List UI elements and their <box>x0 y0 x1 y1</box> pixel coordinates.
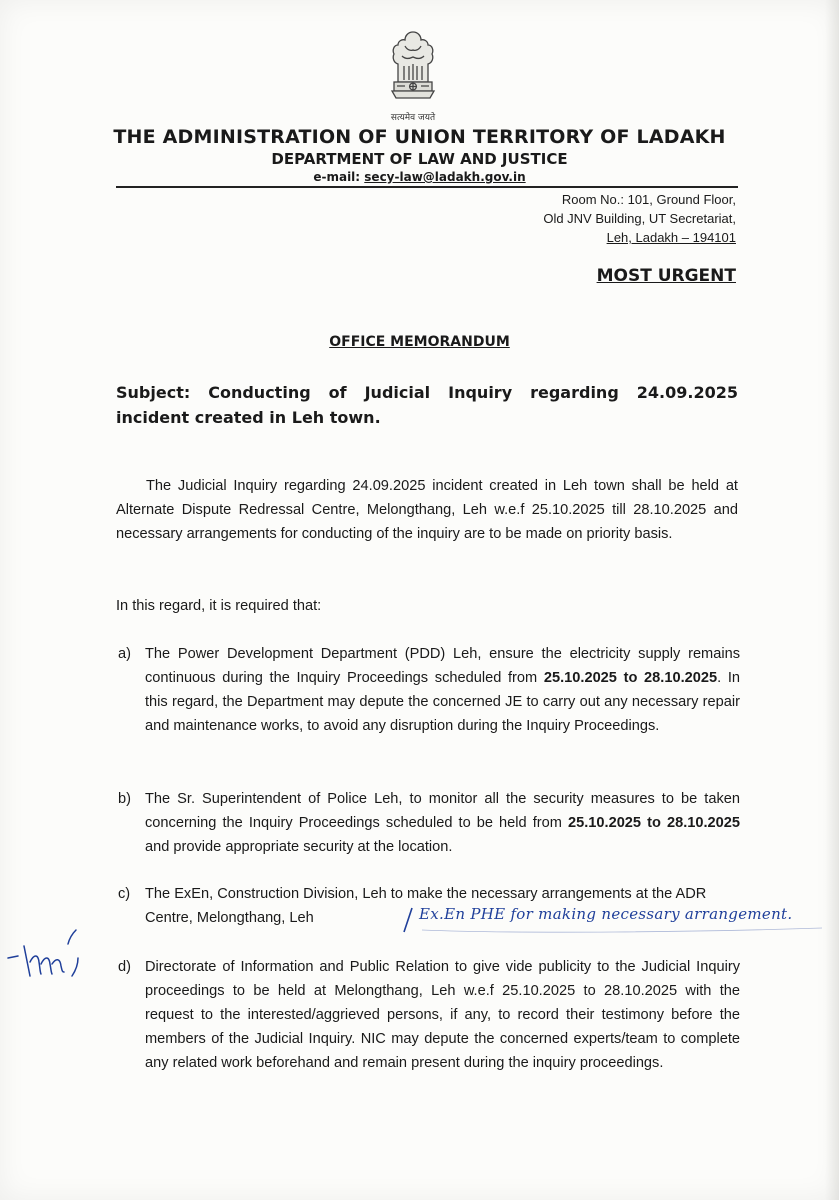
address-line-1: Room No.: 101, Ground Floor, <box>561 192 736 207</box>
item-text-part: . In this regard, the Department may depute the concerned JE to carry out any necessary repair and maintenance works, to avoid any disruption during the Inquiry Proceedings. <box>145 670 741 734</box>
item-text-part: The Sr. Superintendent of Police Leh, to monitor all the security measures to be taken concerning the Inquiry Proceedings scheduled to be held from <box>145 791 740 831</box>
list-item-text <box>145 642 740 738</box>
organization-title: THE ADMINISTRATION OF UNION TERRITORY OF LADAKH <box>113 126 726 148</box>
department-name: DEPARTMENT OF LAW AND JUSTICE <box>271 150 568 168</box>
address-line-3: Leh, Ladakh – 194101 <box>606 230 736 245</box>
email-line <box>0 170 839 184</box>
list-item-text <box>145 955 740 1075</box>
list-item-a <box>118 642 740 738</box>
email-link[interactable]: secy-law@ladakh.gov.in <box>364 170 526 184</box>
handwritten-initials-signature <box>4 924 96 994</box>
lead-paragraph: In this regard, it is required that: <box>116 598 322 614</box>
item-text-part: The ExEn, Construction Division, Leh to make the necessary arrangements at the ADR Centre, Melongthang, Leh <box>145 886 707 926</box>
list-item-label: b) <box>118 791 131 807</box>
address-line-2: Old JNV Building, UT Secretariat, <box>543 211 736 226</box>
handwritten-note: Ex.En PHE for making necessary arrangement. <box>419 905 793 923</box>
list-item-label: a) <box>118 646 131 662</box>
item-text-part: The Power Development Department (PDD) Leh, ensure the electricity supply remains continuous during the Inquiry Proceedings scheduled from <box>145 646 740 686</box>
emblem-motto: सत्यमेव जयते <box>390 113 436 123</box>
header-rule <box>116 186 738 188</box>
intro-paragraph: The Judicial Inquiry regarding 24.09.2025 incident created in Leh town shall be held at Alternate Dispute Redressal Centre, Melongthang, Leh w.e.f 25.10.2025 till 28.10.2025 and necessary arrangements for conducting of the inquiry are to be made on priority basis. <box>116 478 738 542</box>
item-bold-dates: 25.10.2025 to 28.10.2025 <box>543 670 718 686</box>
list-item-d <box>118 955 740 1075</box>
subject-line: Subject: Conducting of Judicial Inquiry regarding 24.09.2025 incident created in Leh town. <box>116 383 738 427</box>
list-item-label: d) <box>118 959 131 975</box>
list-item-text <box>145 787 740 859</box>
national-emblem-icon <box>378 26 448 110</box>
item-text-part: Directorate of Information and Public Relation to give vide publicity to the Judicial Inquiry proceedings to be held at Melongthang, Leh w.e.f 25.10.2025 to 28.10.2025 with the request to the interested/aggrieved persons, if any, to record their testimony before the members of the Judicial Inquiry. NIC may depute the concerned experts/team to complete any related work beforehand and remain present during the inquiry proceedings. <box>145 959 740 1071</box>
item-text-part: and provide appropriate security at the location. <box>145 839 453 855</box>
document-type-heading: OFFICE MEMORANDUM <box>329 334 510 350</box>
list-item-b <box>118 787 740 859</box>
priority-label: MOST URGENT <box>596 266 736 286</box>
list-item-label: c) <box>118 886 131 902</box>
item-bold-dates: 25.10.2025 to 28.10.2025 <box>568 815 741 831</box>
email-label: e-mail: <box>313 170 361 184</box>
office-address <box>543 190 736 247</box>
